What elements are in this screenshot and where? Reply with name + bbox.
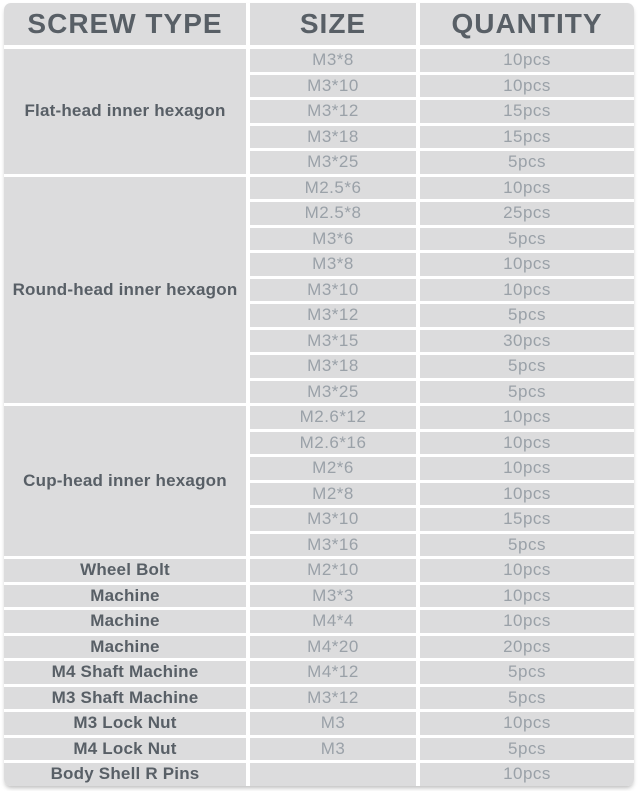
screw-type-cell: Round-head inner hexagon: [4, 177, 246, 404]
size-cell: M2.5*6: [250, 177, 416, 200]
screw-type-cell: Machine: [4, 636, 246, 659]
size-cell: M3*10: [250, 279, 416, 302]
screw-type-cell: Flat-head inner hexagon: [4, 49, 246, 174]
size-cell: M3*15: [250, 330, 416, 353]
quantity-cell: 10pcs: [420, 406, 634, 429]
quantity-cell: 5pcs: [420, 304, 634, 327]
size-cell: M3*18: [250, 355, 416, 378]
size-cell: M2*6: [250, 457, 416, 480]
table-header-row: [4, 3, 634, 45]
quantity-cell: 5pcs: [420, 381, 634, 404]
size-cell: M3: [250, 712, 416, 735]
quantity-cell: 5pcs: [420, 151, 634, 174]
quantity-cell: 10pcs: [420, 279, 634, 302]
size-cell: M3*10: [250, 75, 416, 98]
quantity-cell: 5pcs: [420, 534, 634, 557]
quantity-cell: 5pcs: [420, 355, 634, 378]
size-cell: M3*6: [250, 228, 416, 251]
quantity-cell: 5pcs: [420, 687, 634, 710]
size-cell: M3*12: [250, 100, 416, 123]
size-cell: M4*20: [250, 636, 416, 659]
quantity-cell: 10pcs: [420, 585, 634, 608]
quantity-cell: 25pcs: [420, 202, 634, 225]
size-cell: M3*18: [250, 126, 416, 149]
size-cell: M4*4: [250, 610, 416, 633]
quantity-cell: 30pcs: [420, 330, 634, 353]
quantity-cell: 5pcs: [420, 228, 634, 251]
quantity-cell: 10pcs: [420, 177, 634, 200]
size-cell: M2.5*8: [250, 202, 416, 225]
size-cell: M3*8: [250, 49, 416, 72]
size-cell: M3*16: [250, 534, 416, 557]
quantity-cell: 20pcs: [420, 636, 634, 659]
screw-spec-table: [4, 3, 634, 786]
screw-type-cell: Wheel Bolt: [4, 559, 246, 582]
quantity-cell: 5pcs: [420, 738, 634, 761]
screw-type-cell: M3 Shaft Machine: [4, 687, 246, 710]
screw-type-cell: Cup-head inner hexagon: [4, 406, 246, 556]
screw-type-cell: Machine: [4, 585, 246, 608]
quantity-cell: 10pcs: [420, 483, 634, 506]
size-cell: [250, 763, 416, 786]
table-body: [4, 49, 634, 786]
quantity-cell: 5pcs: [420, 661, 634, 684]
quantity-cell: 10pcs: [420, 610, 634, 633]
size-cell: M3*10: [250, 508, 416, 531]
size-cell: M3*12: [250, 687, 416, 710]
quantity-cell: 10pcs: [420, 457, 634, 480]
size-cell: M3*25: [250, 381, 416, 404]
screw-type-cell: M4 Shaft Machine: [4, 661, 246, 684]
screw-type-cell: M4 Lock Nut: [4, 738, 246, 761]
quantity-cell: 10pcs: [420, 75, 634, 98]
size-cell: M4*12: [250, 661, 416, 684]
quantity-cell: 10pcs: [420, 49, 634, 72]
screw-type-cell: M3 Lock Nut: [4, 712, 246, 735]
quantity-cell: 15pcs: [420, 126, 634, 149]
quantity-cell: 15pcs: [420, 508, 634, 531]
size-cell: M3*3: [250, 585, 416, 608]
size-cell: M2.6*12: [250, 406, 416, 429]
header-cell-screw-type: SCREW TYPE: [4, 3, 246, 45]
size-cell: M3*25: [250, 151, 416, 174]
size-cell: M3: [250, 738, 416, 761]
quantity-cell: 10pcs: [420, 763, 634, 786]
quantity-cell: 10pcs: [420, 712, 634, 735]
size-cell: M3*12: [250, 304, 416, 327]
screw-type-cell: Machine: [4, 610, 246, 633]
screw-type-cell: Body Shell R Pins: [4, 763, 246, 786]
size-cell: M2*8: [250, 483, 416, 506]
quantity-cell: 10pcs: [420, 432, 634, 455]
quantity-cell: 10pcs: [420, 559, 634, 582]
quantity-cell: 15pcs: [420, 100, 634, 123]
size-cell: M2.6*16: [250, 432, 416, 455]
size-cell: M3*8: [250, 253, 416, 276]
size-cell: M2*10: [250, 559, 416, 582]
quantity-cell: 10pcs: [420, 253, 634, 276]
header-cell-quantity: QUANTITY: [420, 3, 634, 45]
header-cell-size: SIZE: [250, 3, 416, 45]
